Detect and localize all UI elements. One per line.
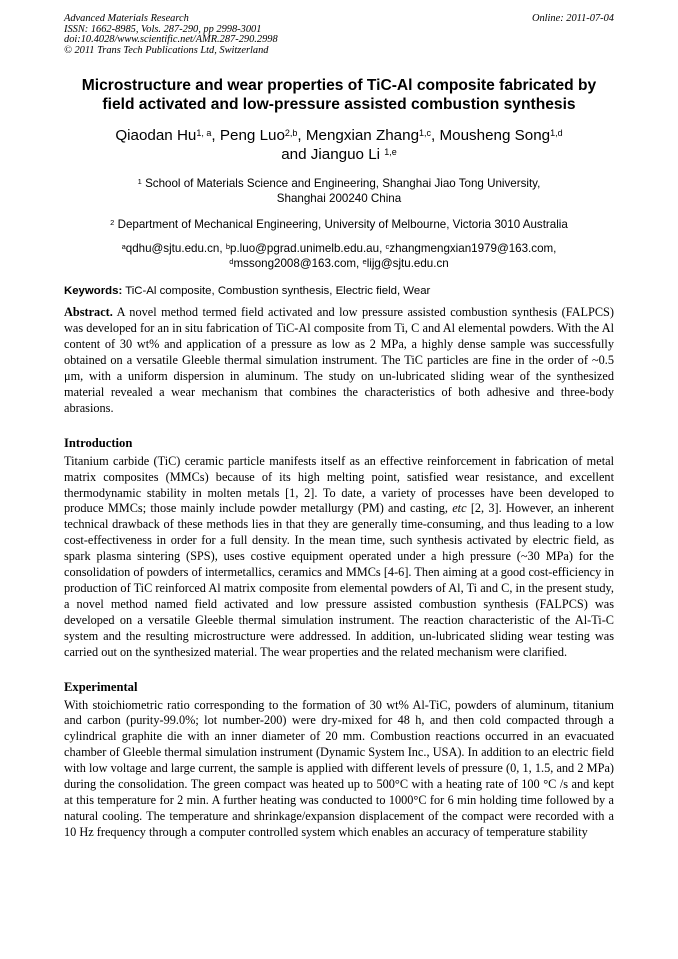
author-name: Qiaodan Hu <box>115 127 197 145</box>
author-name: Mengxian Zhang <box>305 127 420 145</box>
author-sup: 1,e <box>384 147 397 158</box>
abstract-text: A novel method termed field activated and low pressure assisted combustion synthesis (FALPCS) was developed for an in situ fabrication of TiC-Al composite from Ti, C and Al elemental powders. With the Al content of 30 wt% and application of a pressure as low as 2 MPa, a highly dense sample was successfully obtained on a versatile Gleeble thermal simulation instrument. The TiC particles are fine in the order of ~0.5 μm, with a uniform dispersion in aluminum. The study on un-lubricated sliding wear of the synthesized material revealed a wear mechanism that combines the characteristics of both adhesive and three-body abrasions. <box>64 305 614 415</box>
author-sup: 2,b <box>284 128 298 139</box>
keywords-label: Keywords: <box>64 285 123 298</box>
abstract <box>64 305 614 416</box>
author-name: Mousheng Song <box>439 127 551 145</box>
affiliation-2: $^2$ Department of Mechanical Engineering, University of Melbourne, Victoria 3010 Australia <box>110 218 568 232</box>
paper-title: Microstructure and wear properties of TiC-Al composite fabricated by field activated and low-pressure assisted combustion synthesis <box>81 77 597 114</box>
experimental-paragraph: With stoichiometric ratio corresponding to the formation of 30 wt% Al-TiC, powders of aluminum, titanium and carbon (purity-99.0%; lot number-200) were dry-mixed for 48 h, and then cold compacted through a cylindrical graphite die with an inner diameter of 20 mm. Combustion reactions occurred in an evacuated chamber of Gleeble thermal simulation instrument (Dynamic System Inc., USA). In addition to an electric field with low voltage and large current, the sample is applied with different levels of pressure (0, 1, 1.5, and 2 MPa) during the consolidation. The green compact was heated up to 500°C with a heating rate of 100 °C /s and kept at this temperature for 2 min. A further heating was conducted to 1000°C for 6 min holding time followed by a natural cooling. The temperature and shrinkage/expansion displacement of the compact were recorded with a 10 Hz frequency through a computer controlled system which enables an accuracy of temperature stability <box>64 697 614 839</box>
issn-line: ISSN: 1662-8985, Vols. 287-290, pp 2998-3001 <box>64 23 262 35</box>
keywords <box>64 284 614 299</box>
online-date: Online: 2011-07-04 <box>531 13 614 24</box>
author-name: Peng Luo <box>219 127 285 145</box>
section-heading-experimental: Experimental <box>64 679 138 694</box>
author-sup: 1, a <box>196 128 212 139</box>
email-link[interactable]: lijg@sjtu.edu.cn <box>366 257 449 271</box>
author-list: Qiaodan Hu$^{1, a}$, Peng Luo$^{2,b}$, Mengxian Zhang$^{1,c}$, Mousheng Song$^{1,d}$ and Jianguo Li $^{1,e}$ <box>115 127 563 164</box>
introduction-paragraph: Titanium carbide (TiC) ceramic particle manifests itself as an effective reinforcement in fabrication of metal matrix composites (MMCs) because of its high melting point, satisfied wear resistance, and excellent thermodynamic stability in molten metals [1, 2]. To date, a variety of processes have been developed to produce MMCs; those mainly include powder metallurgy (PM) and casting, etc [2, 3]. However, an inherent technical drawback of these methods lies in that they are generally time-consuming, and thus leading to a low cost-effectiveness in order for a full density. In the mean time, such synthesis activated by electric field, as spark plasma sintering (SPS), uses costive equipment operated under a high pressure (~30 MPa) for the consolidation of powders of intermetallics, ceramics and MMCs [4-6]. Then aiming at a good cost-efficiency in production of TiC reinforced Al matrix composite from elemental powders of Al, Ti and C, in the present study, a novel method named field activated and low pressure assisted combustion synthesis (FALPCS) was developed on a versatile Gleeble thermal simulation instrument. The reaction characteristic of the Al-Ti-C system and the resulting microstructure were addressed. In addition, un-lubricated sliding wear testing was carried out on the synthesized material. The wear properties and the related mechanism were clarified. <box>64 453 614 659</box>
email-link[interactable]: p.luo@pgrad.unimelb.edu.au, <box>230 242 383 256</box>
journal-header <box>64 14 614 56</box>
affiliation-1: $^1$ School of Materials Science and Engineering, Shanghai Jiao Tong University, Shanghai 200240 China <box>137 177 541 206</box>
author-sup: 1,d <box>550 128 563 139</box>
author-emails: $^a$qdhu@sjtu.edu.cn, $^b$p.luo@pgrad.unimelb.edu.au, $^c$zhangmengxian1979@163.com, $^d$mssong2008@163.com, $^e$lijg@sjtu.edu.cn <box>121 242 557 271</box>
journal-name: Advanced Materials Research <box>64 13 189 24</box>
copyright-line: © 2011 Trans Tech Publications Ltd, Switzerland <box>64 44 269 56</box>
author-name: Jianguo Li <box>310 146 381 164</box>
email-link[interactable]: qdhu@sjtu.edu.cn, <box>125 242 223 256</box>
author-and: and <box>281 146 307 164</box>
email-link[interactable]: mssong2008@163.com, <box>233 257 360 271</box>
keywords-text: TiC-Al composite, Combustion synthesis, Electric field, Wear <box>125 285 431 298</box>
email-link[interactable]: zhangmengxian1979@163.com, <box>389 242 557 256</box>
doi-line: doi:10.4028/www.scientific.net/AMR.287-290.2998 <box>64 34 278 46</box>
author-sup: 1,c <box>419 128 432 139</box>
abstract-label: Abstract. <box>64 305 113 320</box>
section-heading-introduction: Introduction <box>64 435 133 450</box>
